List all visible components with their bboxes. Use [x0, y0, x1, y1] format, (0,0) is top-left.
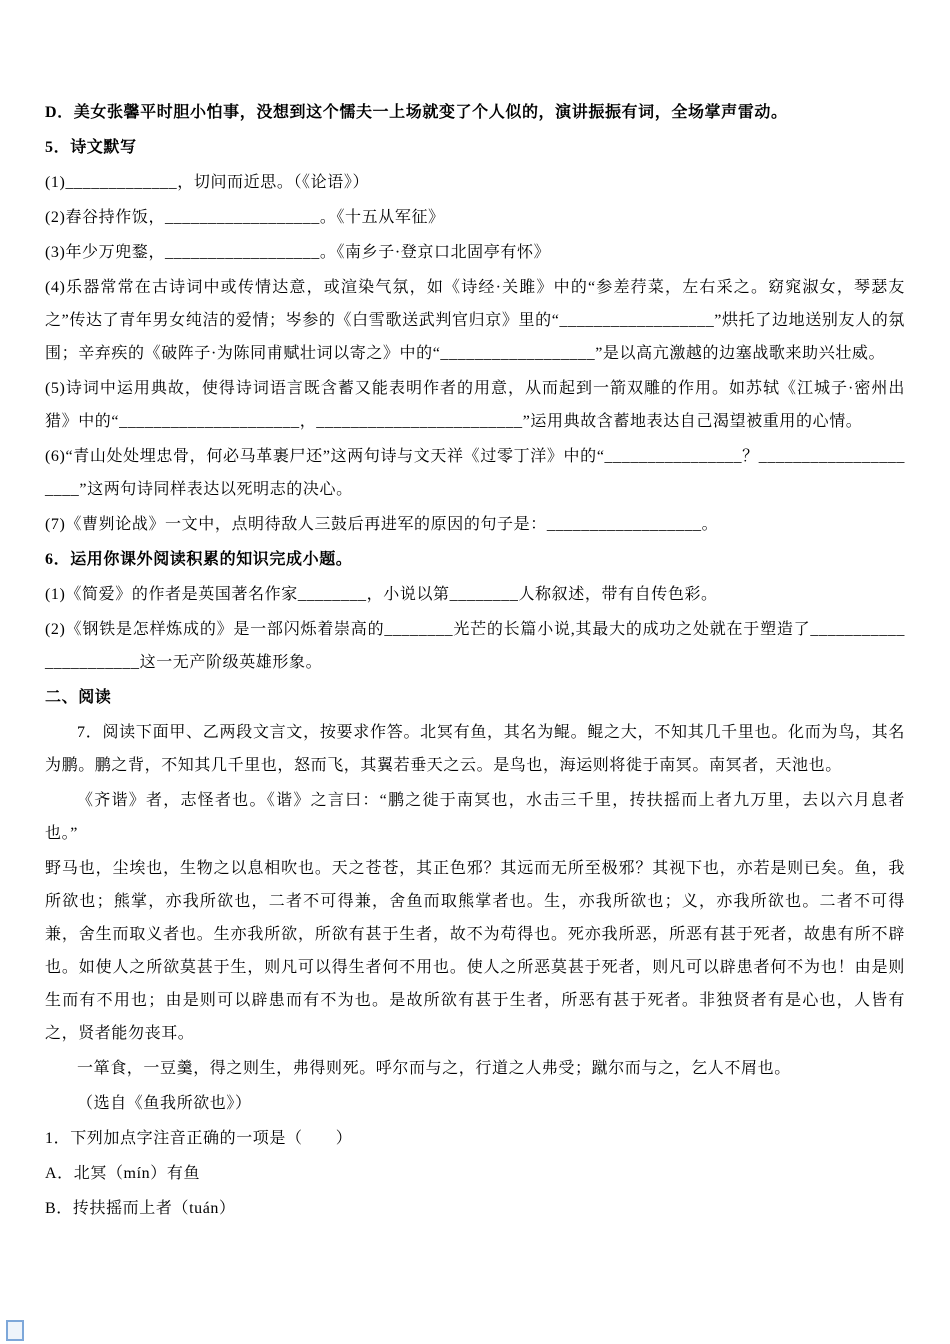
section-2-heading: 二、阅读: [45, 689, 112, 706]
page-corner-artifact: [6, 1320, 24, 1341]
q5-blank-1: (1)_____________，切问而近思。（《论语》）: [45, 174, 370, 191]
q7-passage-yema: 野马也，尘埃也，生物之以息相吹也。天之苍苍，其正色邪？其远而无所至极邪？其视下也，亦若是则已矣。鱼，我所欲也；熊掌，亦我所欲也，二者不可得兼，舍鱼而取熊掌者也。生，亦我所欲也；义，亦我所欲也。二者不可得兼，舍生而取义者也。生亦我所欲，所欲有甚于生者，故不为苟得也。死亦我所恶，所恶有甚于死者，故患有所不辟也。如使人之所欲莫甚于生，则凡可以得生者何不用也。使人之所恶莫甚于死者，则凡可以辟患者何不为也！由是则生而有不用也；由是则可以辟患而有不为也。是故所欲有甚于生者，所恶有甚于死者。非独贤者有是心也，人皆有之，贤者能勿丧耳。: [45, 860, 905, 1042]
q7-passage-danshi: 一箪食，一豆羹，得之则生，弗得则死。呼尔而与之，行道之人弗受；蹴尔而与之，乞人不屑也。: [77, 1060, 791, 1077]
q7-option-a: A．北冥（mín）有鱼: [45, 1165, 201, 1182]
q7-passage-qixie: 《齐谐》者，志怪者也。《谐》之言曰：“鹏之徙于南冥也，水击三千里，抟扶摇而上者九万里，去以六月息者也。”: [45, 792, 905, 842]
q7-option-b: B．抟扶摇而上者（tuán）: [45, 1200, 236, 1217]
q7-source-line: （选自《鱼我所欲也》）: [77, 1095, 252, 1112]
q5-blank-7: (7)《曹刿论战》一文中，点明待敌人三鼓后再进军的原因的句子是：__________________。: [45, 516, 719, 533]
q6-heading: 6．运用你课外阅读积累的知识完成小题。: [45, 551, 353, 568]
q5-blank-5: (5)诗词中运用典故，使得诗词语言既含蓄又能表明作者的用意，从而起到一箭双雕的作用。如苏轼《江城子·密州出猎》中的“_____________________，________________________”运用典故含蓄地表达自己渴望被重用的心情。: [45, 380, 905, 430]
choice-option-d: D．美女张馨平时胆小怕事，没想到这个懦夫一上场就变了个人似的，演讲振振有词，全场掌声雷动。: [45, 104, 788, 121]
q6-blank-1: (1)《简爱》的作者是英国著名作家________，小说以第________人称叙述，带有自传色彩。: [45, 586, 718, 603]
q6-blank-2: (2)《钢铁是怎样炼成的》是一部闪烁着崇高的________光芒的长篇小说,其最大的成功之处就在于塑造了______________________这一无产阶级英雄形象。: [45, 621, 905, 671]
q7-sub-question-1: 1．下列加点字注音正确的一项是（ ）: [45, 1130, 353, 1147]
q5-blank-2: (2)舂谷持作饭，__________________。《十五从军征》: [45, 209, 445, 226]
q5-blank-6: (6)“青山处处埋忠骨，何必马革裹尸还”这两句诗与文天祥《过零丁洋》中的“________________？_____________________”这两句诗同样表达以死明志的决心。: [45, 448, 905, 498]
q7-passage-intro: 7．阅读下面甲、乙两段文言文，按要求作答。北冥有鱼，其名为鲲。鲲之大，不知其几千里也。化而为鸟，其名为鹏。鹏之背，不知其几千里也，怒而飞，其翼若垂天之云。是鸟也，海运则将徙于南冥。南冥者，天池也。: [45, 724, 905, 774]
q5-heading: 5．诗文默写: [45, 139, 137, 156]
q5-blank-3: (3)年少万兜鍪，__________________。《南乡子·登京口北固亭有怀》: [45, 244, 551, 261]
q5-blank-4: (4)乐器常常在古诗词中或传情达意，或渲染气氛，如《诗经·关雎》中的“参差荇菜，左右采之。窈窕淑女，琴瑟友之”传达了青年男女纯洁的爱情；岑参的《白雪歌送武判官归京》里的“__________________”烘托了边地送别友人的氛围；辛弃疾的《破阵子·为陈同甫赋壮词以寄之》中的“__________________”是以高亢激越的边塞战歌来助兴壮威。: [45, 279, 905, 362]
